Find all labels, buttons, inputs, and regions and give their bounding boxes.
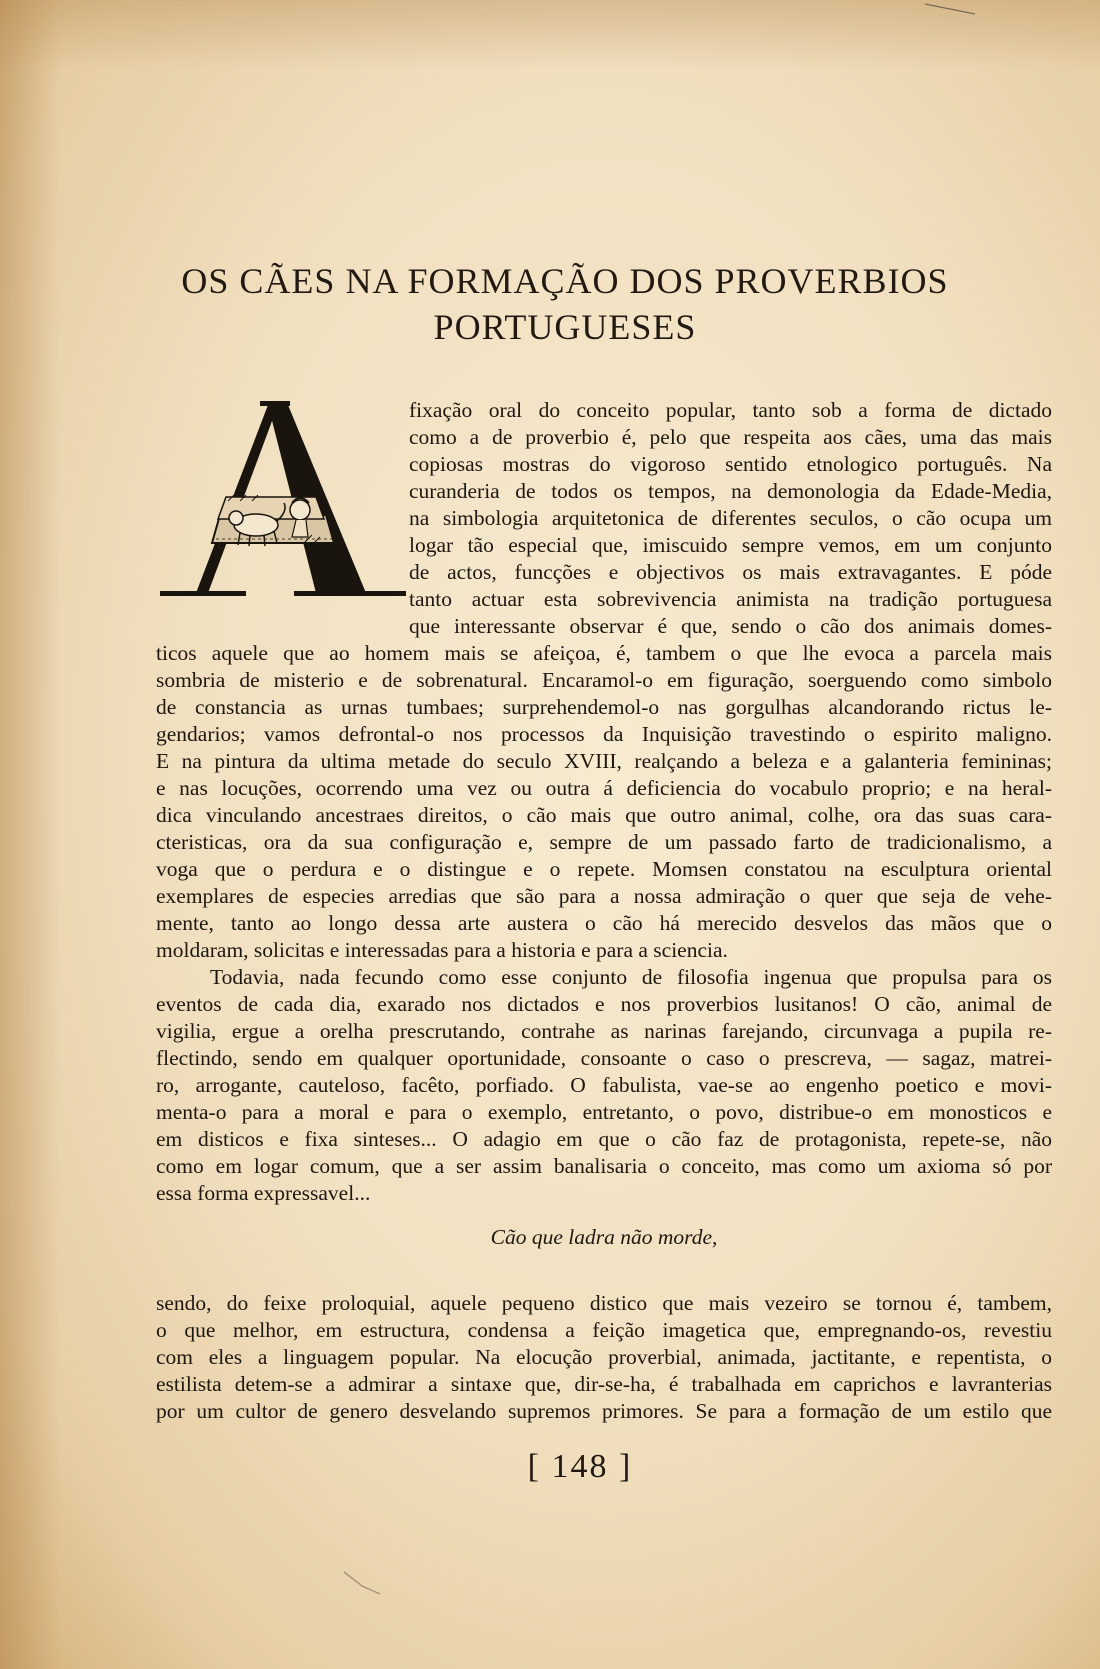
text-line: como a de proverbio é, pelo que respeita aos cães, uma das mais — [409, 425, 1052, 449]
text-line: moldaram, solicitas e interessadas para a historia e para a sciencia. — [156, 938, 728, 962]
text-line: fixação oral do conceito popular, tanto sob a forma de dictado — [409, 398, 1052, 422]
text-line: com eles a linguagem popular. Na elocução proverbial, animada, jactitante, e repentista, o — [156, 1345, 1052, 1369]
text-line: o que melhor, em estructura, condensa a feição imagetica que, empregnando-os, revestiu — [156, 1318, 1052, 1342]
drop-cap-a-icon — [156, 397, 408, 609]
text-line: mente, tanto ao longo dessa arte austera o cão há merecido desvelos das mãos que o — [156, 911, 1052, 935]
title-line-2: PORTUGUESES — [433, 307, 697, 347]
text-line: sendo, do feixe proloquial, aquele pequeno distico que mais vezeiro se tornou é, tambem, — [156, 1291, 1052, 1315]
text-line: exemplares de especies arredias que são para a nossa admiração o quer que seja de vehe- — [156, 884, 1052, 908]
text-line: estilista detem-se a admirar a sintaxe que, dir-se-ha, é trabalhada em caprichos e lavranterias — [156, 1372, 1052, 1396]
text-line: ro, arrogante, cauteloso, facêto, porfiado. O fabulista, vae-se ao engenho poetico e movi- — [156, 1073, 1052, 1097]
text-line: eventos de cada dia, exarado nos dictados e nos proverbios lusitanos! O cão, animal de — [156, 992, 1052, 1016]
text-line: curanderia de todos os tempos, na demonologia da Edade-Media, — [409, 479, 1052, 503]
text-line: Todavia, nada fecundo como esse conjunto de filosofia ingenua que propulsa para os — [210, 965, 1052, 989]
text-line: essa forma expressavel... — [156, 1181, 371, 1205]
text-line: sombria de misterio e de sobrenatural. Encaramol-o em figuração, soerguendo como simbolo — [156, 668, 1052, 692]
text-line: de actos, funcções e objectivos os mais extravagantes. E póde — [409, 560, 1052, 584]
text-line: logar tão especial que, imiscuido sempre vemos, em um conjunto — [409, 533, 1052, 557]
text-line: E na pintura da ultima metade do seculo XVIII, realçando a beleza e a galanteria femininas; — [156, 749, 1052, 773]
pencil-smudge-mark — [340, 1568, 390, 1598]
text-line: menta-o para a moral e para o exemplo, entretanto, o povo, distribue-o em monosticos e — [156, 1100, 1052, 1124]
corner-pencil-mark — [920, 0, 980, 18]
text-line: por um cultor de genero desvelando supremos primores. Se para a formação de um estilo que — [156, 1399, 1052, 1423]
page-edge-shadow — [0, 0, 60, 1669]
text-line: em disticos e fixa sinteses... O adagio em que o cão faz de protagonista, repete-se, não — [156, 1127, 1052, 1151]
text-line: tanto actuar esta sobrevivencia animista na tradição portuguesa — [409, 587, 1052, 611]
proverb-quote: Cão que ladra não morde, — [490, 1225, 718, 1249]
text-line: e nas locuções, ocorrendo uma vez ou outra á deficiencia do vocabulo proprio; e na heral- — [156, 776, 1052, 800]
text-line: voga que o perdura e o distingue e o repete. Momsen constatou na esculptura oriental — [156, 857, 1052, 881]
text-line: dica vinculando ancestraes direitos, o cão mais que outro animal, colhe, ora das suas cara- — [156, 803, 1052, 827]
text-line: gendarios; vamos defrontal-o nos processos da Inquisição travestindo o espirito maligno. — [156, 722, 1052, 746]
text-line: flectindo, sendo em qualquer oportunidade, consoante o caso o prescreva, — sagaz, matrei- — [156, 1046, 1052, 1070]
text-line: na simbologia arquitetonica de diferentes seculos, o cão ocupa um — [409, 506, 1052, 530]
text-line: como em logar comum, que a ser assim banalisaria o conceito, mas como um axioma só por — [156, 1154, 1052, 1178]
text-line: copiosas mostras do vigoroso sentido etnologico português. Na — [409, 452, 1052, 476]
text-line: vigilia, ergue a orelha prescrutando, contrahe as narinas farejando, circunvaga a pupila re- — [156, 1019, 1052, 1043]
title-line-1: OS CÃES NA FORMAÇÃO DOS PROVERBIOS — [181, 261, 949, 301]
article-title — [150, 258, 980, 350]
text-line: ticos aquele que ao homem mais se afeiçoa, é, tambem o que lhe evoca a parcela mais — [156, 641, 1052, 665]
text-line: cteristicas, ora da sua configuração e, sempre de um passado farto de tradicionalismo, a — [156, 830, 1052, 854]
text-line: de constancia as urnas tumbaes; surprehendemol-o nas gorgulhas alcandorando rictus le- — [156, 695, 1052, 719]
text-line: que interessante observar é que, sendo o cão dos animais domes- — [409, 614, 1052, 638]
page-number: [ 148 ] — [527, 1448, 633, 1485]
